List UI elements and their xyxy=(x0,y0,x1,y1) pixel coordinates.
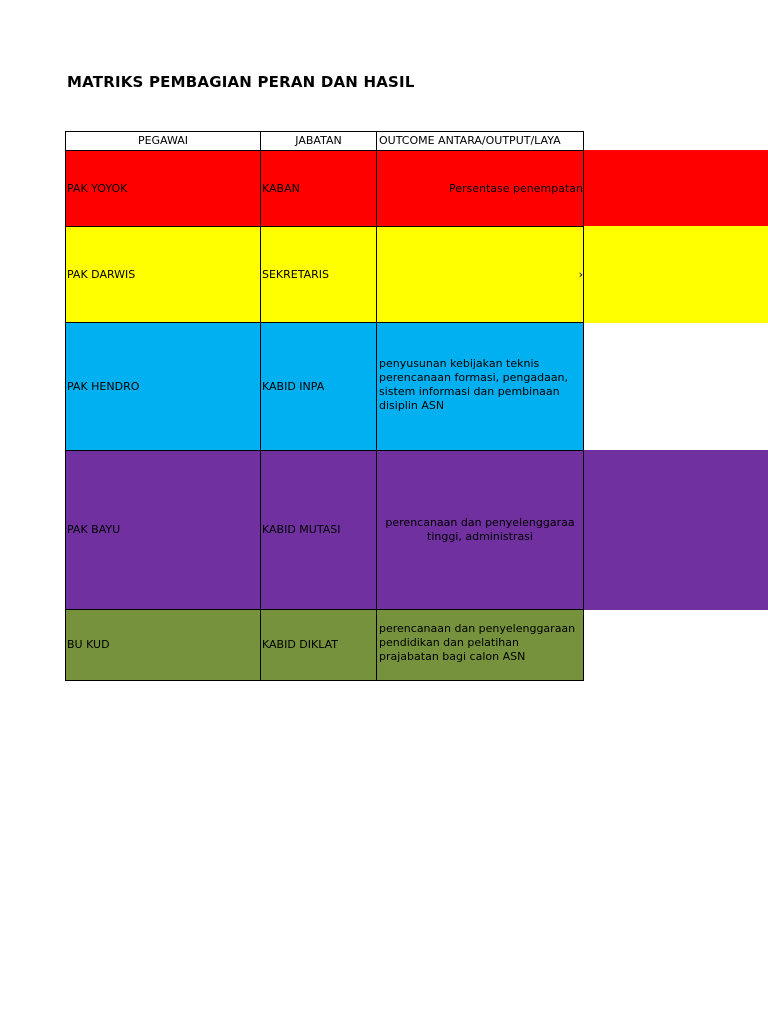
cell-jabatan-kud: KABID DIKLAT xyxy=(260,609,377,681)
page-title: MATRIKS PEMBAGIAN PERAN DAN HASIL xyxy=(67,73,415,91)
cell-outcome-darwis: › xyxy=(376,226,584,323)
cell-jabatan-yoyok: KABAN xyxy=(260,150,377,227)
header-jabatan: JABATAN xyxy=(260,131,377,151)
cell-pegawai-kud: BU KUD xyxy=(65,609,261,681)
header-pegawai: PEGAWAI xyxy=(65,131,261,151)
cell-jabatan-hendro: KABID INPA xyxy=(260,322,377,451)
cell-outcome-bayu: perencanaan dan penyelenggaraa tinggi, administrasi xyxy=(376,450,584,610)
cell-pegawai-bayu: PAK BAYU xyxy=(65,450,261,610)
header-outcome: OUTCOME ANTARA/OUTPUT/LAYA xyxy=(376,131,584,151)
cell-outcome-yoyok: Persentase penempatan xyxy=(376,150,584,227)
cell-pegawai-yoyok: PAK YOYOK xyxy=(65,150,261,227)
role-matrix-table xyxy=(65,131,768,681)
cell-outcome-kud: perencanaan dan penyelenggaraan pendidikan dan pelatihan prajabatan bagi calon ASN xyxy=(376,609,584,681)
cell-jabatan-darwis: SEKRETARIS xyxy=(260,226,377,323)
cell-pegawai-darwis: PAK DARWIS xyxy=(65,226,261,323)
cell-pegawai-hendro: PAK HENDRO xyxy=(65,322,261,451)
cell-outcome-hendro: penyusunan kebijakan teknis perencanaan formasi, pengadaan, sistem informasi dan pembinaan disiplin ASN xyxy=(376,322,584,451)
cell-jabatan-bayu: KABID MUTASI xyxy=(260,450,377,610)
